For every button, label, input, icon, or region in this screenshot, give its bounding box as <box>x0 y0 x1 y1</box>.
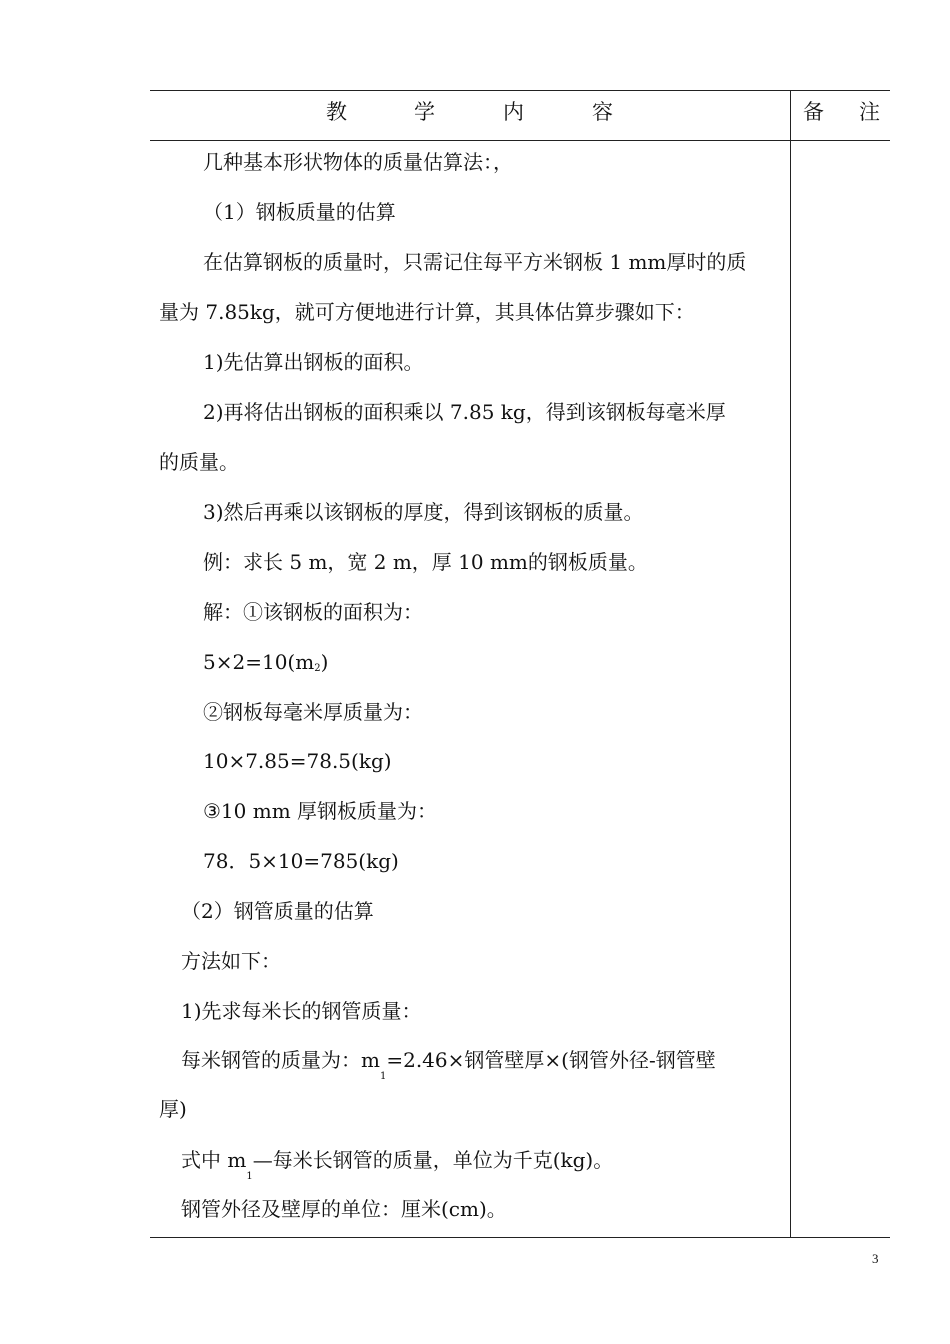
remarks-char-2: 注 <box>859 100 880 124</box>
header-bottom-border <box>150 140 890 141</box>
content-line: 例：求长 5 m，宽 2 m，厚 10 mm的钢板质量。 <box>203 550 648 574</box>
header-char-3: 内 <box>503 100 524 124</box>
content-line <box>181 1046 716 1082</box>
formula-text: 式中 m <box>181 1148 247 1172</box>
content-line: 78．5×10=785(kg) <box>203 849 399 873</box>
content-line <box>181 1146 614 1182</box>
formula-text: ) <box>320 650 329 674</box>
header-char-2: 学 <box>414 100 435 124</box>
header-char-1: 教 <box>326 100 347 124</box>
content-line: 钢管外径及壁厚的单位：厘米(cm)。 <box>181 1197 507 1221</box>
remarks-char-1: 备 <box>803 100 824 124</box>
formula-text: —每米长钢管的质量，单位为千克(kg)。 <box>252 1148 614 1172</box>
formula-text: 5×2=10(m <box>203 650 315 674</box>
content-line: 2)再将估出钢板的面积乘以 7.85 kg，得到该钢板每毫米厚 <box>203 400 726 424</box>
content-line <box>203 648 328 681</box>
formula-text: =2.46×钢管壁厚×(钢管外径-钢管壁 <box>386 1048 716 1072</box>
page-number: 3 <box>872 1251 879 1266</box>
subscript: 1 <box>246 1171 253 1182</box>
content-line: 厚) <box>159 1097 187 1121</box>
content-line: ②钢板每毫米厚质量为： <box>203 700 423 724</box>
content-line: 几种基本形状物体的质量估算法：， <box>203 150 513 174</box>
formula-text: 每米钢管的质量为：m <box>181 1048 380 1072</box>
content-line: 解：①该钢板的面积为： <box>203 600 423 624</box>
content-line: （2）钢管质量的估算 <box>181 899 374 923</box>
content-line: 在估算钢板的质量时，只需记住每平方米钢板 1 mm厚时的质 <box>203 250 747 274</box>
content-line: 1)先求每米长的钢管质量： <box>181 999 422 1023</box>
superscript: 2 <box>314 663 321 674</box>
header-char-4: 容 <box>592 100 613 124</box>
content-line: 的质量。 <box>159 450 239 474</box>
content-line: ③10 mm 厚钢板质量为： <box>203 799 438 823</box>
table-bottom-border <box>150 1237 890 1238</box>
content-line: 方法如下： <box>181 949 281 973</box>
table-top-border <box>150 90 890 91</box>
subscript: 1 <box>379 1071 387 1082</box>
content-line: 3)然后再乘以该钢板的厚度，得到该钢板的质量。 <box>203 500 644 524</box>
content-line: 10×7.85=78.5(kg) <box>203 749 392 773</box>
content-line: 量为 7.85kg，就可方便地进行计算，其具体估算步骤如下： <box>159 300 695 324</box>
column-divider <box>790 90 791 1238</box>
content-line: （1）钢板质量的估算 <box>203 200 396 224</box>
content-line: 1)先估算出钢板的面积。 <box>203 350 424 374</box>
